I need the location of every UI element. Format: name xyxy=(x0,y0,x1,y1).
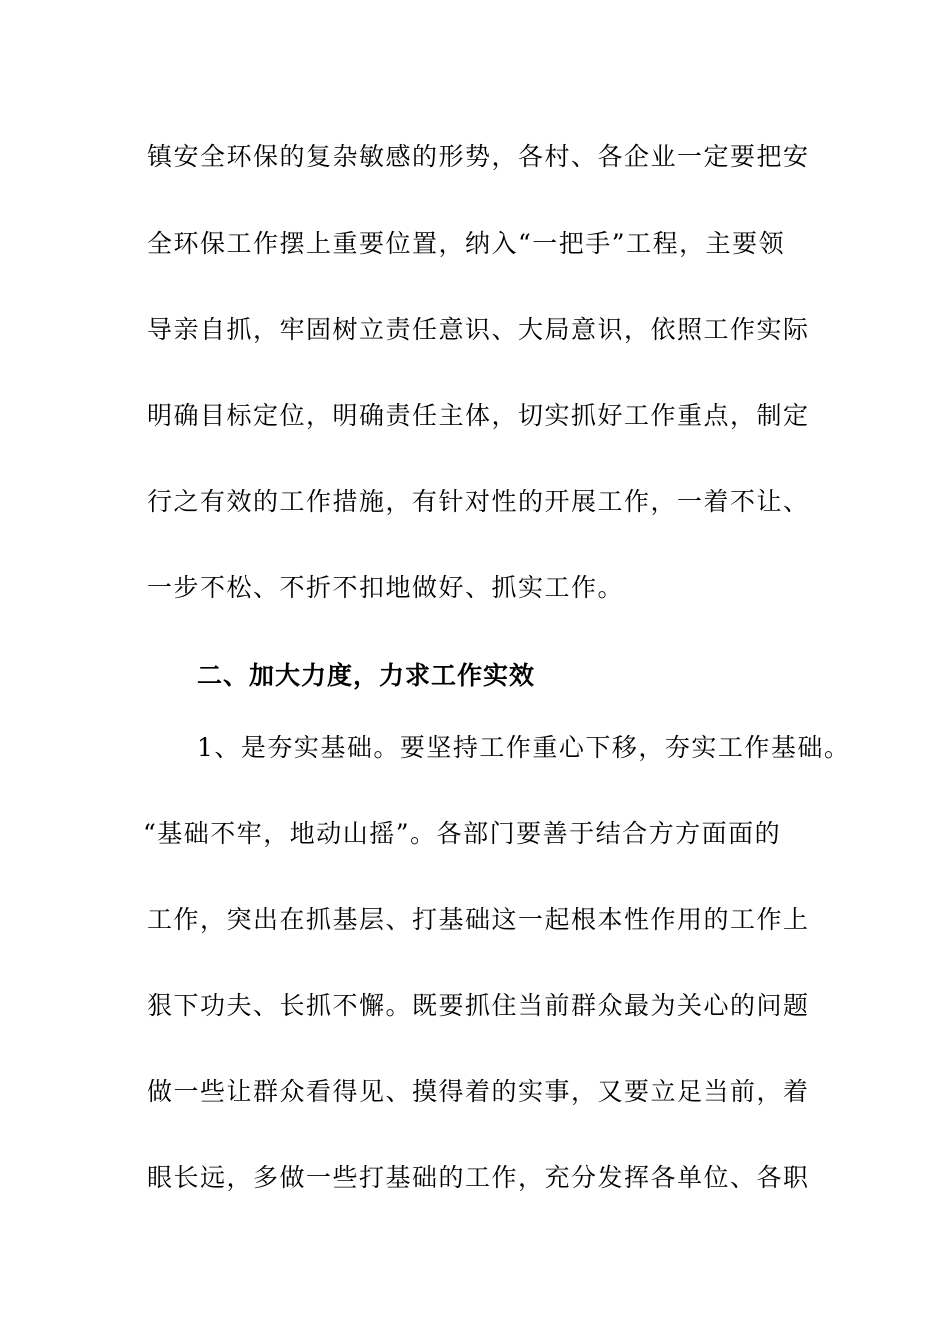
paragraph-line: 眼长远，多做一些打基础的工作，充分发挥各单位、各职 xyxy=(147,1163,810,1192)
paragraph-line: 导亲自抓，牢固树立责任意识、大局意识，依照工作实际 xyxy=(147,315,810,344)
paragraph-line: 全环保工作摆上重要位置，纳入“一把手”工程，主要领 xyxy=(147,229,786,258)
paragraph-line: 行之有效的工作措施，有针对性的开展工作，一着不让、 xyxy=(147,487,810,516)
paragraph-line: 做一些让群众看得见、摸得着的实事，又要立足当前，着 xyxy=(147,1077,810,1106)
paragraph-line: 狠下功夫、长抓不懈。既要抓住当前群众最为关心的问题 xyxy=(147,991,810,1020)
section-heading: 二、加大力度，力求工作实效 xyxy=(197,661,536,690)
paragraph-line: 镇安全环保的复杂敏感的形势，各村、各企业一定要把安 xyxy=(147,142,810,171)
paragraph-line: 工作，突出在抓基层、打基础这一起根本性作用的工作上 xyxy=(147,905,810,934)
paragraph-line: 明确目标定位，明确责任主体，切实抓好工作重点，制定 xyxy=(147,401,810,430)
paragraph-line: 1、是夯实基础。要坚持工作重心下移，夯实工作基础。 xyxy=(197,733,851,762)
paragraph-line: 一步不松、不折不扣地做好、抓实工作。 xyxy=(147,573,625,602)
paragraph-line: “基础不牢，地动山摇”。各部门要善于结合方方面面的 xyxy=(143,819,782,848)
